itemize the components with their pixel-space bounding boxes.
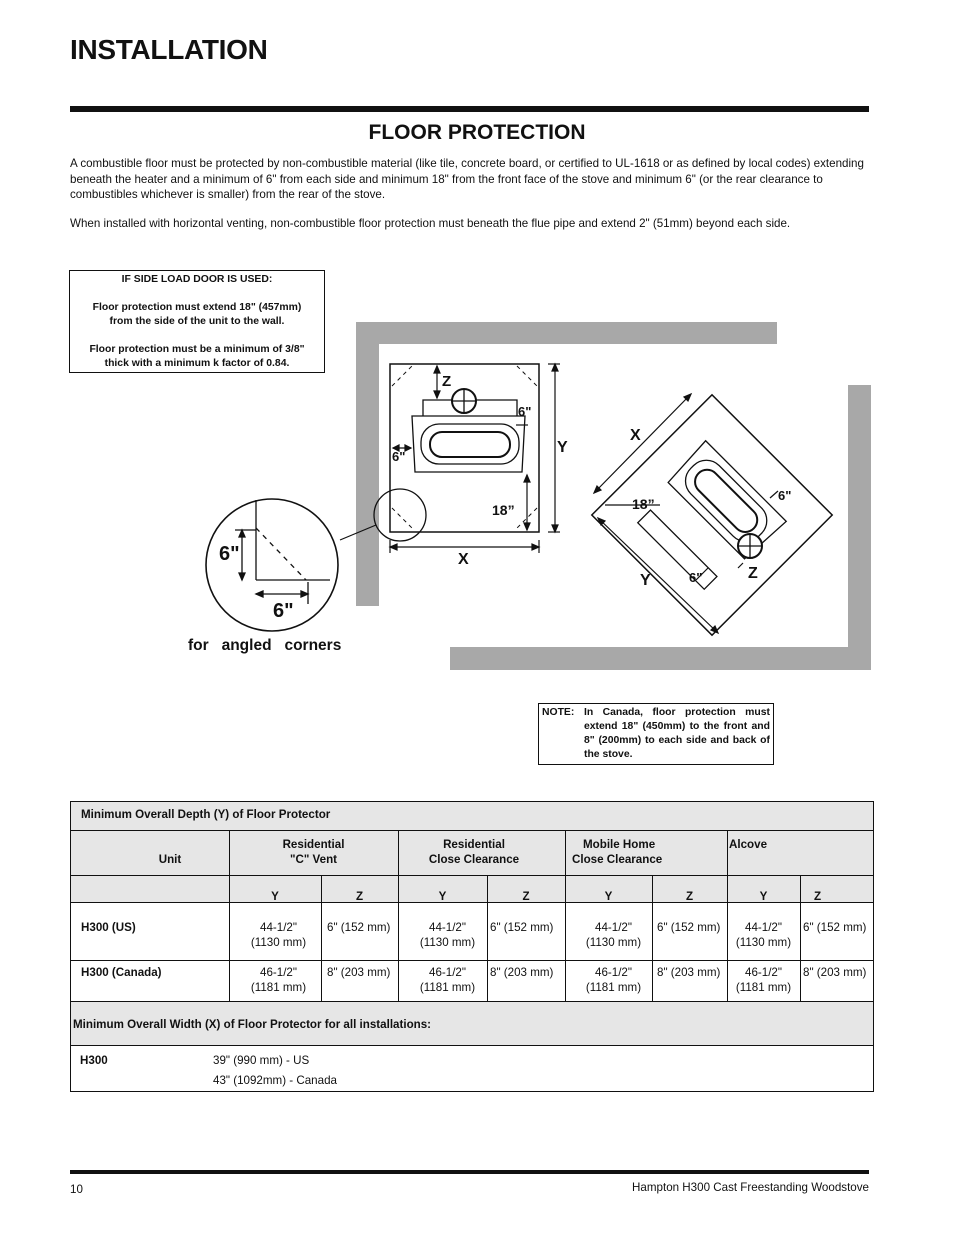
row-us-unit: H300 (US) (81, 921, 136, 934)
label-6in-left: 6" (392, 449, 406, 464)
col-res-close-line2: Close Clearance (428, 853, 520, 866)
label-y-corner: Y (640, 572, 651, 589)
label-z-corner: Z (748, 565, 758, 582)
row-canada-z: 8" (203 mm) (803, 966, 867, 979)
page-title: INSTALLATION (70, 34, 268, 65)
paragraph-floor-requirements: A combustible floor must be protected by non-combustible material (like tile, concrete board, or certified to UL-1618 or as defined by local codes) extending beneath the heater and a minimum of 6" from each side and minimum 18" from the front face of the stove and minimum 6" (or the rear clearance to combustibles whichever is smaller) from the rear of the stove. (70, 157, 864, 201)
zoom-marker (374, 489, 426, 541)
col-alcove: Alcove (729, 838, 768, 851)
footer-doc-title: Hampton H300 Cast Freestanding Woodstove (632, 1181, 869, 1194)
side-note-line1: Floor protection must extend 18" (457mm) (92, 302, 302, 313)
row-us-y-mm: (1130 mm) (585, 936, 642, 949)
wall-top (356, 322, 777, 344)
row-canada-y: 46-1/2" (745, 966, 782, 979)
row-canada-y: 46-1/2" (595, 966, 632, 979)
row-canada-unit: H300 (Canada) (81, 966, 162, 979)
inset-caption: for angled corners (188, 637, 342, 654)
section-title: FLOOR PROTECTION (368, 121, 586, 144)
label-x-front: X (458, 551, 469, 568)
side-load-note (69, 270, 325, 373)
row-us-z: 6" (152 mm) (803, 921, 867, 934)
sub-y: Y (271, 890, 279, 903)
canada-note (538, 703, 774, 765)
row-canada-z: 8" (203 mm) (657, 966, 721, 979)
bottom-rule (70, 1170, 869, 1174)
canada-note-label: NOTE: (542, 707, 575, 718)
corner-flue (738, 534, 762, 558)
row-canada-y: 46-1/2" (429, 966, 466, 979)
row-us-z: 6" (152 mm) (490, 921, 554, 934)
label-x-corner: X (630, 427, 641, 444)
row-canada-y-mm: (1181 mm) (419, 981, 476, 994)
row-us-y: 44-1/2" (429, 921, 466, 934)
side-note-line3: Floor protection must be a minimum of 3/8" (89, 344, 305, 355)
side-note-line4: thick with a minimum k factor of 0.84. (104, 358, 290, 369)
row-canada-z: 8" (203 mm) (490, 966, 554, 979)
paragraph-horizontal-venting: When installed with horizontal venting, non-combustible floor protection must beneath the flue pipe and extend 2" (51mm) beyond each side. (70, 217, 791, 230)
sub-z: Z (813, 890, 822, 903)
width-canada: 43" (1092mm) - Canada (213, 1074, 337, 1087)
row-us-z: 6" (152 mm) (327, 921, 391, 934)
wall-bottom (450, 647, 871, 670)
wall-right (848, 385, 871, 670)
row-canada-y-mm: (1181 mm) (735, 981, 792, 994)
col-res-c-line2: "C" Vent (289, 853, 338, 866)
row-canada-y: 46-1/2" (260, 966, 297, 979)
row-us-y-mm: (1130 mm) (419, 936, 476, 949)
width-us: 39" (990 mm) - US (213, 1054, 310, 1067)
side-note-line2: from the side of the unit to the wall. (109, 316, 285, 327)
label-6in-corner-right: 6" (778, 488, 792, 503)
sub-y: Y (604, 890, 613, 903)
wall-left (356, 322, 379, 606)
label-inset-6-vertical: 6" (219, 543, 240, 565)
corner-install (592, 395, 832, 635)
row-canada-y-mm: (1181 mm) (585, 981, 642, 994)
row-us-y-mm: (1130 mm) (250, 936, 307, 949)
stove-front (412, 389, 525, 472)
label-18in-corner: 18” (632, 496, 655, 512)
side-note-heading: IF SIDE LOAD DOOR IS USED: (121, 274, 273, 285)
col-mobile-line2: Close Clearance (572, 853, 663, 866)
width-table-title: Minimum Overall Width (X) of Floor Protector for all installations: (73, 1018, 432, 1031)
label-18in-front: 18” (492, 502, 515, 518)
label-y-front: Y (557, 439, 568, 456)
label-6in-right: 6" (518, 404, 532, 419)
sub-z: Z (685, 890, 694, 903)
col-unit: Unit (158, 853, 182, 866)
sub-y: Y (438, 890, 447, 903)
col-mobile-line1: Mobile Home (583, 838, 656, 851)
label-z-front: Z (442, 373, 452, 390)
row-us-y: 44-1/2" (745, 921, 782, 934)
row-us-y: 44-1/2" (595, 921, 632, 934)
depth-table-title: Minimum Overall Depth (Y) of Floor Protector (81, 808, 331, 821)
row-canada-z: 8" (203 mm) (327, 966, 391, 979)
row-us-y-mm: (1130 mm) (735, 936, 792, 949)
sub-z: Z (355, 890, 364, 903)
sub-y: Y (759, 890, 768, 903)
col-res-c-line1: Residential (282, 838, 345, 851)
row-us-z: 6" (152 mm) (657, 921, 721, 934)
floor-protector-table (70, 801, 874, 1092)
canada-note-text: In Canada, floor protection must extend 18" (450mm) to the front and 8" (200mm) to each side and back of the stove. (584, 707, 770, 760)
row-us-y: 44-1/2" (260, 921, 297, 934)
page-number: 10 (70, 1183, 83, 1196)
row-canada-y-mm: (1181 mm) (250, 981, 307, 994)
sub-z: Z (522, 890, 530, 903)
col-res-close-line1: Residential (443, 838, 505, 851)
label-6in-corner-bottom: 6" (689, 570, 703, 585)
label-inset-6-horizontal: 6" (273, 600, 294, 622)
width-unit: H300 (80, 1054, 108, 1067)
